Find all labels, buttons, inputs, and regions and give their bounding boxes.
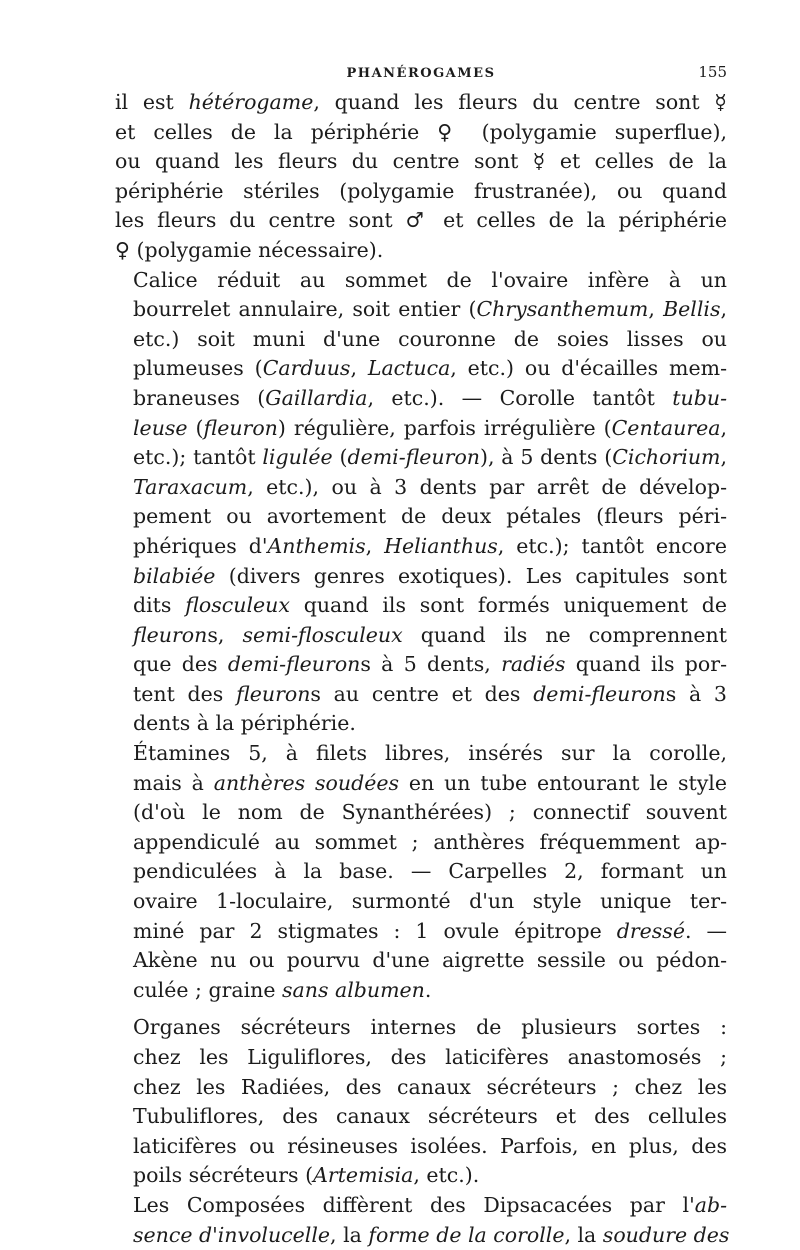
page-header	[115, 58, 727, 88]
paragraph-3	[115, 739, 727, 1005]
text-line: culée ; graine sans albumen.	[133, 977, 432, 1002]
paragraph-1	[115, 88, 727, 266]
text-line: ovaire 1-loculaire, surmonté d'un style unique ter-	[133, 889, 727, 914]
text-line: Akène nu ou pourvu d'une aigrette sessile ou pédon-	[133, 948, 727, 973]
text-line: fleurons, semi-flosculeux quand ils ne comprennent	[133, 622, 727, 647]
book-page	[115, 58, 730, 1250]
text-line: phériques d'Anthemis, Helianthus, etc.); tantôt encore	[133, 533, 727, 558]
text-line: laticifères ou résineuses isolées. Parfois, en plus, des	[133, 1133, 727, 1158]
text-line: tent des fleurons au centre et des demi-fleurons à 3	[133, 681, 727, 706]
text-line: Calice réduit au sommet de l'ovaire infère à un	[133, 267, 727, 292]
text-line: que des demi-fleurons à 5 dents, radiés quand ils por-	[133, 652, 728, 677]
text-line: (d'où le nom de Synanthérées) ; connectif souvent	[133, 800, 727, 825]
text-line: miné par 2 stigmates : 1 ovule épitrope dressé. —	[133, 918, 727, 943]
page-number: 155	[698, 63, 727, 81]
text-line: poils sécréteurs (Artemisia, etc.).	[133, 1163, 480, 1188]
text-line: ou quand les fleurs du centre sont ☿ et celles de la	[115, 149, 727, 174]
text-line: etc.); tantôt ligulée (demi-fleuron), à 5 dents (Cichorium,	[133, 445, 727, 470]
text-line: dents à la périphérie.	[133, 711, 356, 736]
running-head: PHANÉROGAMES	[346, 66, 496, 81]
text-line: les fleurs du centre sont ♂ et celles de la périphérie	[115, 208, 727, 233]
text-line: Les Composées diffèrent des Dipsacacées par l'ab-	[133, 1192, 727, 1217]
text-line: périphérie stériles (polygamie frustranée), ou quand	[115, 178, 727, 203]
text-line: appendiculé au sommet ; anthères fréquemment ap-	[133, 829, 727, 854]
text-line: sence d'involucelle, la forme de la corolle, la soudure des	[133, 1222, 730, 1247]
text-line: Organes sécréteurs internes de plusieurs sortes :	[133, 1015, 727, 1040]
text-line: leuse (fleuron) régulière, parfois irrégulière (Centaurea,	[133, 415, 727, 440]
text-line: Étamines 5, à filets libres, insérés sur la corolle,	[133, 741, 727, 766]
text-line: chez les Radiées, des canaux sécréteurs ; chez les	[133, 1074, 727, 1099]
text-line: pement ou avortement de deux pétales (fleurs péri-	[133, 504, 727, 529]
text-line: mais à anthères soudées en un tube entourant le style	[133, 770, 727, 795]
text-line: dits flosculeux quand ils sont formés uniquement de	[133, 593, 727, 618]
text-line: il est hétérogame, quand les fleurs du centre sont ☿	[115, 90, 727, 114]
text-line: bourrelet annulaire, soit entier (Chrysanthemum, Bellis,	[133, 297, 727, 322]
text-line: Tubuliflores, des canaux sécréteurs et des cellules	[133, 1104, 727, 1129]
paragraph-4	[115, 1013, 727, 1191]
text-line: plumeuses (Carduus, Lactuca, etc.) ou d'écailles mem-	[133, 356, 727, 381]
text-line: braneuses (Gaillardia, etc.). — Corolle tantôt tubu-	[133, 385, 727, 410]
text-line: etc.) soit muni d'une couronne de soies lisses ou	[133, 326, 727, 351]
text-line: ♀ (polygamie nécessaire).	[115, 237, 384, 262]
paragraph-5	[115, 1191, 730, 1250]
text-line: chez les Liguliflores, des laticifères anastomosés ;	[133, 1045, 727, 1069]
text-line: pendiculées à la base. — Carpelles 2, formant un	[133, 859, 727, 884]
text-line: Taraxacum, etc.), ou à 3 dents par arrêt de dévelop-	[133, 474, 727, 499]
text-line: bilabiée (divers genres exotiques). Les capitules sont	[133, 563, 727, 588]
paragraph-2	[115, 266, 727, 740]
text-line: et celles de la périphérie ♀ (polygamie superflue),	[115, 119, 727, 144]
